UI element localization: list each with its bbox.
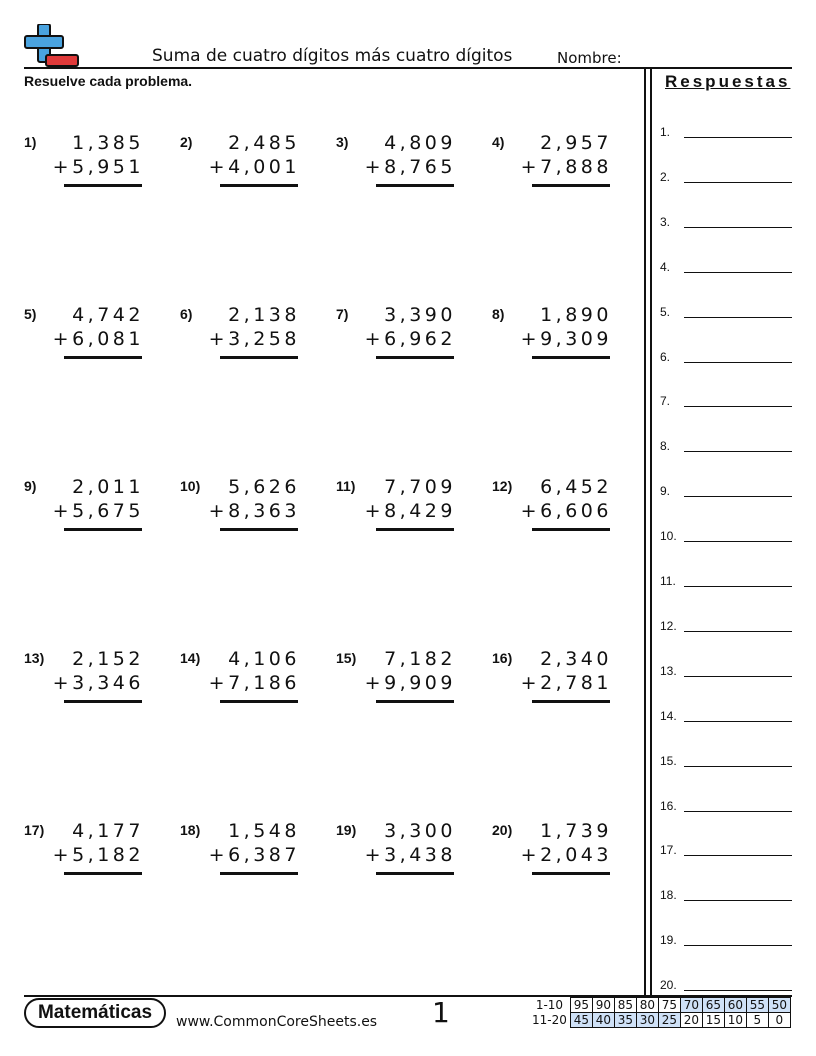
problem-number: 11) — [336, 478, 356, 494]
problem-number: 19) — [336, 822, 357, 838]
problem — [180, 820, 300, 872]
answer-number: 11. — [660, 574, 676, 588]
answer-line[interactable] — [660, 305, 792, 325]
addend-bottom: +8,765 — [364, 156, 456, 178]
score-cell: 75 — [658, 998, 680, 1013]
score-cell: 85 — [614, 998, 636, 1013]
sum-bar — [376, 872, 454, 875]
problem — [336, 132, 456, 184]
answer-blank[interactable] — [684, 945, 792, 946]
addend-bottom: +5,675 — [52, 500, 144, 522]
score-cell: 45 — [570, 1013, 592, 1028]
answer-blank[interactable] — [684, 631, 792, 632]
answer-blank[interactable] — [684, 362, 792, 363]
problem — [24, 476, 144, 528]
addend-bottom: +3,258 — [208, 328, 300, 350]
problem-number: 2) — [180, 134, 193, 150]
answer-line[interactable] — [660, 529, 792, 549]
instructions: Resuelve cada problema. — [24, 73, 193, 89]
sum-bar — [64, 184, 142, 187]
addend-top: 7,182 — [384, 648, 456, 670]
name-label: Nombre: — [557, 49, 622, 67]
problem-number: 18) — [180, 822, 201, 838]
score-table — [530, 997, 791, 1028]
score-cell: 20 — [680, 1013, 702, 1028]
score-cell: 40 — [592, 1013, 614, 1028]
score-cell: 80 — [636, 998, 658, 1013]
answer-line[interactable] — [660, 709, 792, 729]
answer-number: 3. — [660, 214, 671, 229]
problem-number: 15) — [336, 650, 357, 666]
score-cell: 65 — [702, 998, 724, 1013]
addend-top: 1,385 — [72, 132, 144, 154]
answer-line[interactable] — [660, 799, 792, 819]
answer-line[interactable] — [660, 350, 792, 370]
problem-number: 10) — [180, 478, 201, 494]
problem — [336, 476, 456, 528]
addend-top: 4,742 — [72, 304, 144, 326]
sum-bar — [220, 872, 298, 875]
answer-blank[interactable] — [684, 272, 792, 273]
problem — [24, 820, 144, 872]
problem — [492, 820, 612, 872]
answer-line[interactable] — [660, 933, 792, 953]
addend-top: 2,340 — [540, 648, 612, 670]
answer-blank[interactable] — [684, 451, 792, 452]
addend-top: 7,709 — [384, 476, 456, 498]
problem-number: 9) — [24, 478, 37, 494]
answer-number: 16. — [660, 798, 677, 813]
addend-bottom: +9,309 — [520, 328, 612, 350]
addend-bottom: +7,888 — [520, 156, 612, 178]
addend-bottom: +2,781 — [520, 672, 612, 694]
answer-blank[interactable] — [684, 900, 792, 901]
problem — [180, 132, 300, 184]
problem-number: 5) — [24, 306, 37, 322]
problem — [336, 820, 456, 872]
score-cell: 50 — [768, 998, 790, 1013]
answer-number: 2. — [660, 169, 671, 184]
sum-bar — [220, 356, 298, 359]
answer-blank[interactable] — [684, 855, 792, 856]
sum-bar — [64, 356, 142, 359]
addend-top: 2,485 — [228, 132, 300, 154]
problem-number: 13) — [24, 650, 45, 666]
score-row-label: 1-10 — [535, 998, 564, 1012]
answer-line[interactable] — [660, 664, 792, 684]
addend-top: 2,957 — [540, 132, 612, 154]
addend-top: 4,809 — [384, 132, 456, 154]
answer-number: 19. — [660, 933, 677, 948]
answer-line[interactable] — [660, 574, 792, 594]
answer-line[interactable] — [660, 260, 792, 280]
problem — [492, 304, 612, 356]
answer-number: 18. — [660, 888, 677, 903]
addend-bottom: +6,081 — [52, 328, 144, 350]
problem-number: 6) — [180, 306, 193, 322]
answer-number: 8. — [660, 439, 671, 454]
problem — [24, 132, 144, 184]
answer-number: 13. — [660, 663, 677, 678]
problem-number: 1) — [24, 134, 37, 150]
problem — [180, 304, 300, 356]
problem-number: 8) — [492, 306, 505, 322]
answer-line[interactable] — [660, 619, 792, 639]
addend-bottom: +9,909 — [364, 672, 456, 694]
answer-number: 15. — [660, 753, 677, 768]
addend-bottom: +8,363 — [208, 500, 300, 522]
answer-blank[interactable] — [684, 227, 792, 228]
answer-line[interactable] — [660, 125, 792, 145]
addend-bottom: +7,186 — [208, 672, 300, 694]
answer-blank[interactable] — [684, 137, 792, 138]
answers-title: Respuestas — [665, 72, 791, 91]
sum-bar — [376, 184, 454, 187]
answer-line[interactable] — [660, 439, 792, 459]
addend-bottom: +5,182 — [52, 844, 144, 866]
answer-blank[interactable] — [684, 811, 792, 812]
answer-number: 5. — [660, 304, 671, 319]
answer-number: 12. — [660, 618, 677, 633]
score-cell: 30 — [636, 1013, 658, 1028]
answer-blank[interactable] — [684, 586, 792, 587]
sum-bar — [64, 528, 142, 531]
answer-line[interactable] — [660, 754, 792, 774]
sum-bar — [220, 184, 298, 187]
addend-bottom: +6,387 — [208, 844, 300, 866]
sum-bar — [532, 184, 610, 187]
score-cell: 25 — [658, 1013, 680, 1028]
addend-top: 5,626 — [228, 476, 300, 498]
score-cell: 95 — [570, 998, 592, 1013]
problem — [492, 132, 612, 184]
header-rule — [24, 67, 792, 69]
score-cell: 10 — [724, 1013, 746, 1028]
problem — [492, 476, 612, 528]
score-cell: 70 — [680, 998, 702, 1013]
score-cell: 60 — [724, 998, 746, 1013]
answer-number: 14. — [660, 708, 677, 723]
answer-number: 1. — [660, 125, 671, 139]
sum-bar — [64, 872, 142, 875]
score-cell: 55 — [746, 998, 768, 1013]
answer-blank[interactable] — [684, 721, 792, 722]
problem-number: 12) — [492, 478, 513, 494]
answer-line[interactable] — [660, 170, 792, 190]
sum-bar — [532, 528, 610, 531]
addend-bottom: +6,962 — [364, 328, 456, 350]
sum-bar — [64, 700, 142, 703]
answer-number: 4. — [660, 259, 671, 274]
addend-top: 1,890 — [540, 304, 612, 326]
problem — [492, 648, 612, 700]
score-row — [530, 998, 790, 1013]
problem — [180, 648, 300, 700]
score-cell: 5 — [746, 1013, 768, 1028]
problem — [24, 648, 144, 700]
answer-number: 20. — [660, 978, 677, 993]
divider-line — [644, 67, 646, 995]
sum-bar — [532, 700, 610, 703]
addend-bottom: +4,001 — [208, 156, 300, 178]
sum-bar — [376, 528, 454, 531]
sum-bar — [376, 700, 454, 703]
score-cell: 90 — [592, 998, 614, 1013]
answer-number: 10. — [660, 529, 677, 544]
sum-bar — [532, 872, 610, 875]
addend-bottom: +3,346 — [52, 672, 144, 694]
problem-number: 20) — [492, 822, 513, 838]
score-cell: 0 — [768, 1013, 790, 1028]
answer-blank[interactable] — [684, 676, 792, 677]
addend-bottom: +8,429 — [364, 500, 456, 522]
answer-number: 9. — [660, 484, 671, 499]
score-cell: 15 — [702, 1013, 724, 1028]
addend-top: 3,300 — [384, 820, 456, 842]
problem-number: 14) — [180, 650, 201, 666]
addend-top: 1,739 — [540, 820, 612, 842]
site-url[interactable]: www.CommonCoreSheets.es — [176, 1014, 378, 1030]
worksheet-title: Suma de cuatro dígitos más cuatro dígitos — [152, 46, 513, 66]
addend-top: 1,548 — [228, 820, 300, 842]
problem — [336, 648, 456, 700]
addend-bottom: +6,606 — [520, 500, 612, 522]
sum-bar — [220, 700, 298, 703]
answer-line[interactable] — [660, 484, 792, 504]
problem-number: 3) — [336, 134, 349, 150]
sum-bar — [376, 356, 454, 359]
addend-bottom: +3,438 — [364, 844, 456, 866]
answer-blank[interactable] — [684, 406, 792, 407]
answer-blank[interactable] — [684, 541, 792, 542]
score-row-label: 11-20 — [532, 1013, 567, 1027]
problem-number: 17) — [24, 822, 45, 838]
score-cell: 35 — [614, 1013, 636, 1028]
subject-badge: Matemáticas — [24, 998, 166, 1028]
page-number: 1 — [432, 996, 450, 1029]
answer-line[interactable] — [660, 843, 792, 863]
problem-number: 16) — [492, 650, 513, 666]
problem — [336, 304, 456, 356]
addend-top: 2,152 — [72, 648, 144, 670]
logo-icon — [24, 24, 80, 68]
problem — [180, 476, 300, 528]
sum-bar — [532, 356, 610, 359]
answer-number: 6. — [660, 349, 671, 364]
divider-line — [650, 67, 652, 995]
addend-top: 4,177 — [72, 820, 144, 842]
addend-top: 3,390 — [384, 304, 456, 326]
answer-blank[interactable] — [684, 317, 792, 318]
problem-number: 4) — [492, 134, 505, 150]
answer-blank[interactable] — [684, 496, 792, 497]
answer-blank[interactable] — [684, 990, 792, 991]
addend-top: 6,452 — [540, 476, 612, 498]
answer-line[interactable] — [660, 215, 792, 235]
score-row — [530, 1013, 790, 1028]
addend-top: 2,011 — [72, 476, 144, 498]
problem-number: 7) — [336, 306, 349, 322]
sum-bar — [220, 528, 298, 531]
problem — [24, 304, 144, 356]
addend-bottom: +5,951 — [52, 156, 144, 178]
answer-line[interactable] — [660, 394, 792, 414]
answer-number: 17. — [660, 843, 677, 858]
answer-blank[interactable] — [684, 766, 792, 767]
addend-bottom: +2,043 — [520, 844, 612, 866]
answer-blank[interactable] — [684, 182, 792, 183]
answer-number: 7. — [660, 394, 671, 409]
addend-top: 2,138 — [228, 304, 300, 326]
addend-top: 4,106 — [228, 648, 300, 670]
answer-line[interactable] — [660, 888, 792, 908]
